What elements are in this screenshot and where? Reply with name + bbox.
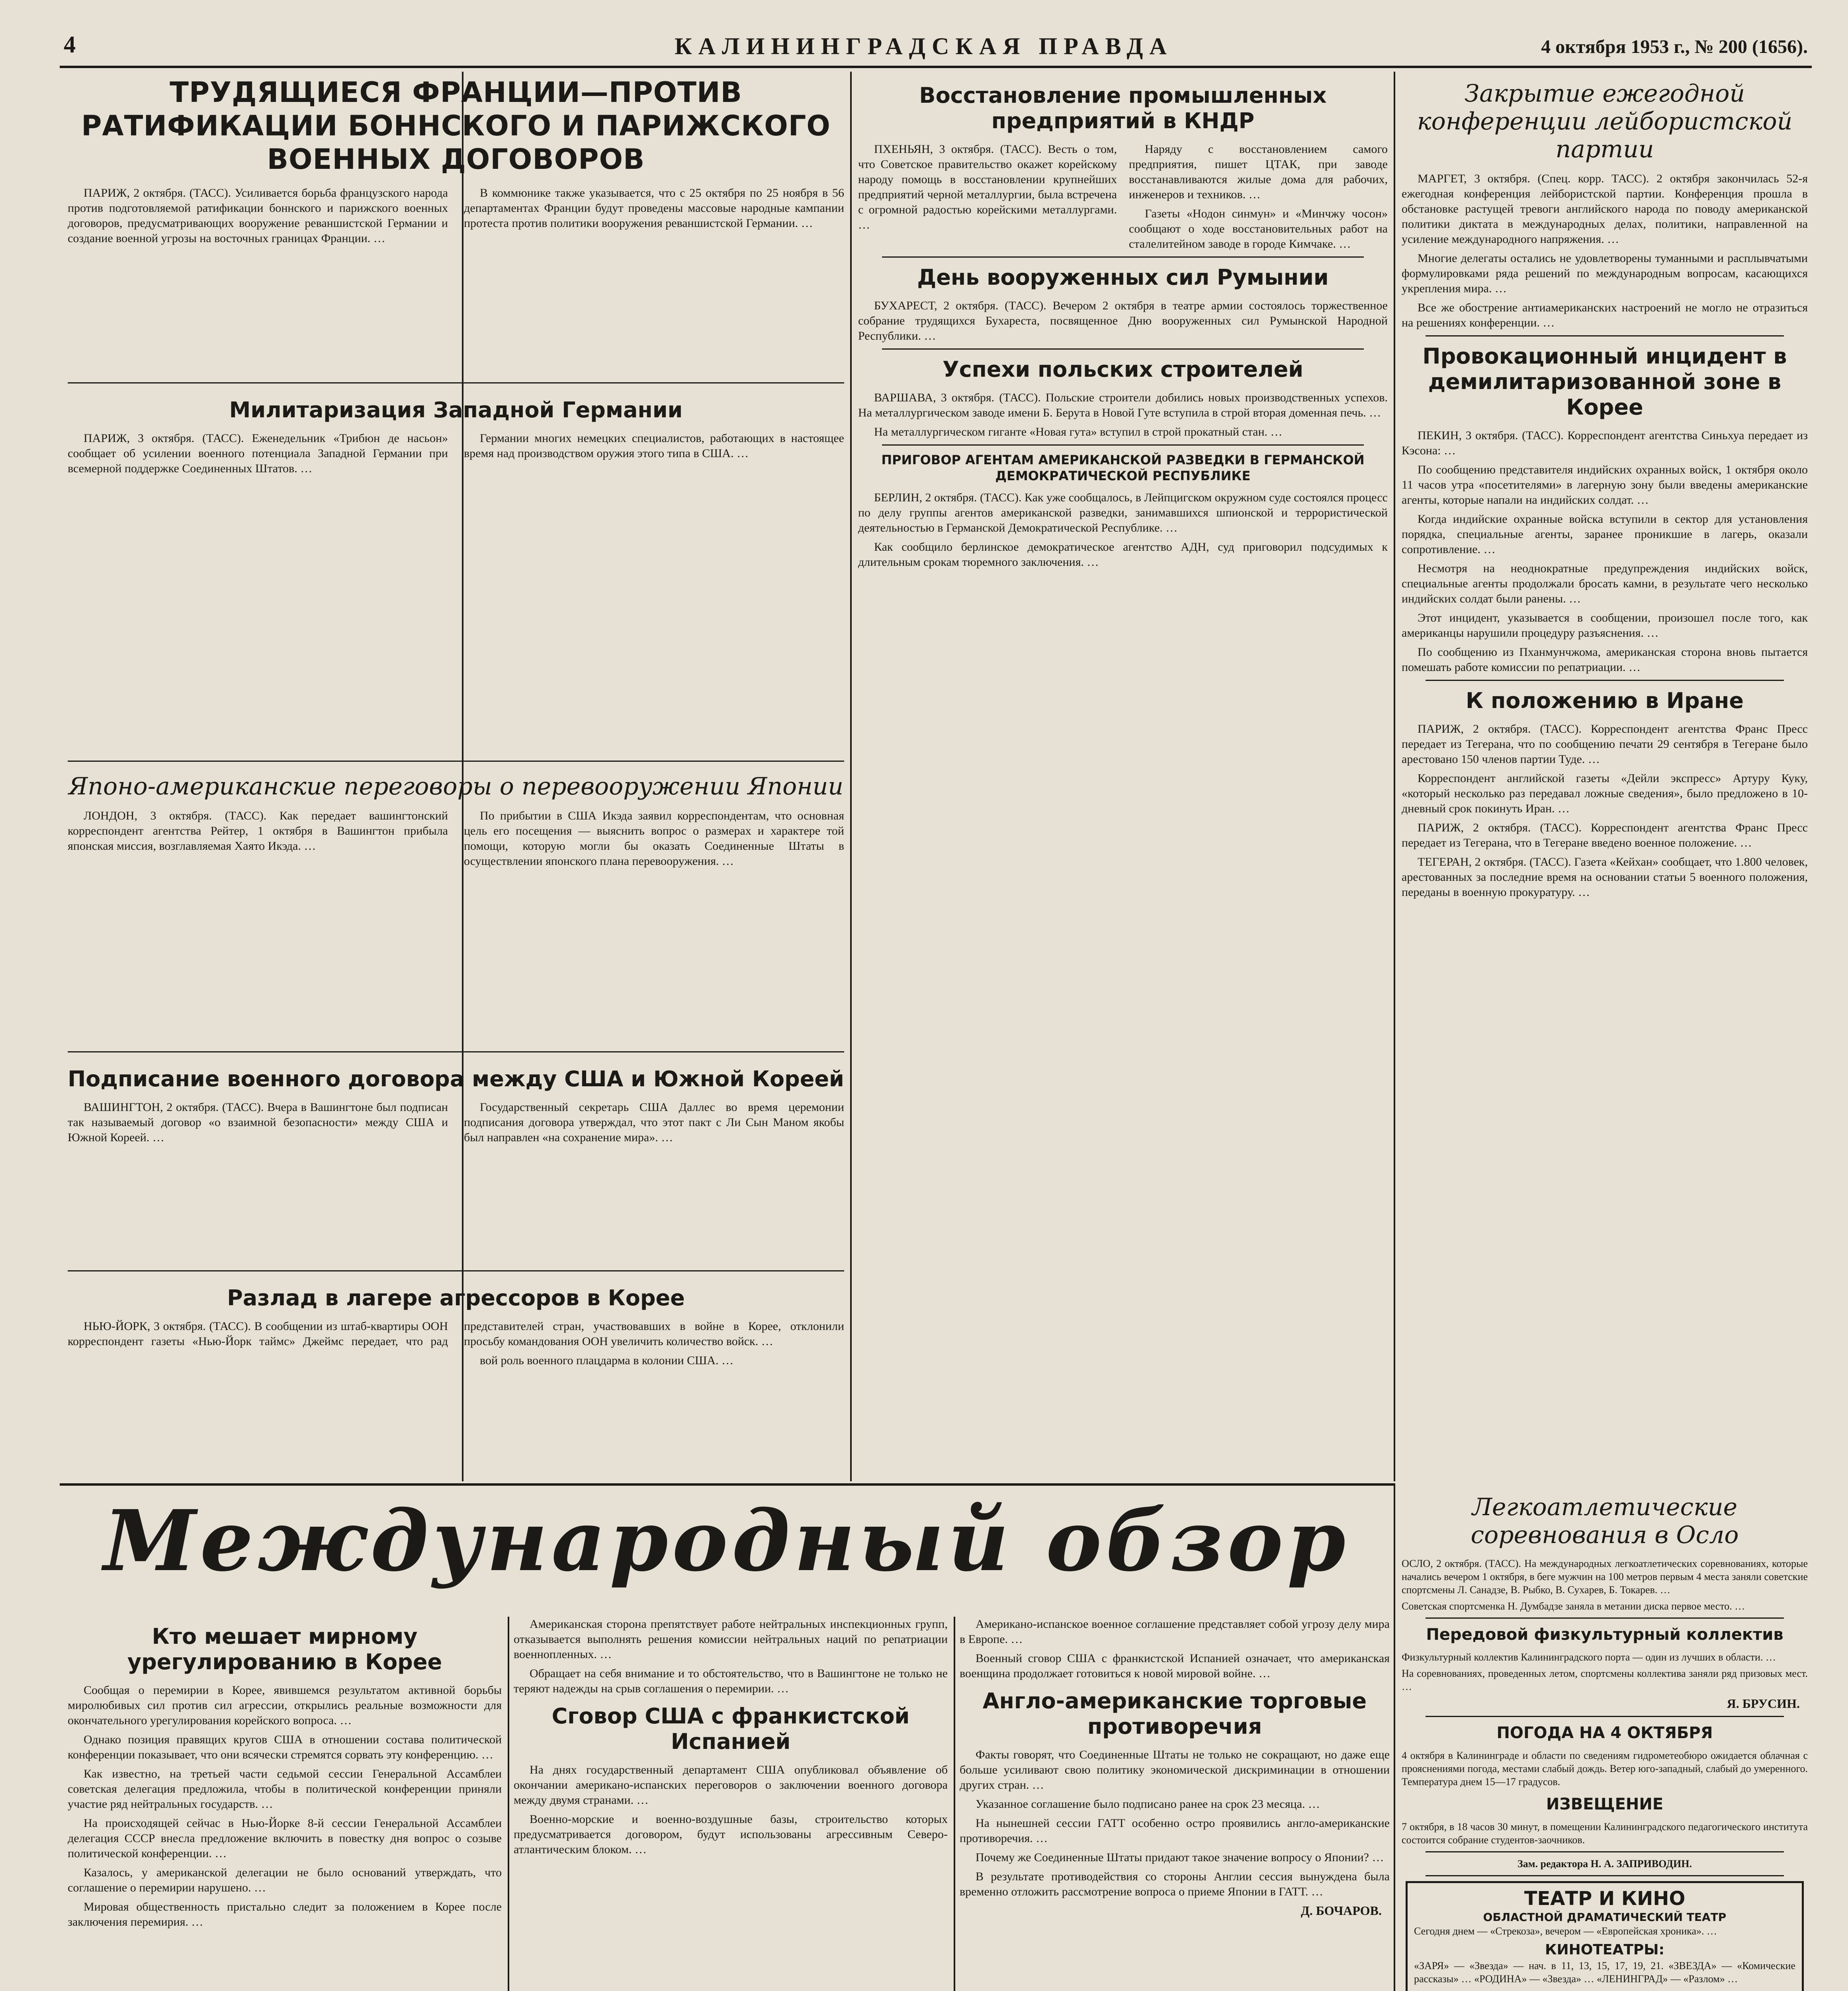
article-text: На металлургическом гиганте «Новая гута» вступил в строй прокатный стан. … — [874, 425, 1283, 438]
article-text: В коммюнике также указывается, что с 25 октября по 25 ноября в 56 департаментах Франции будут проведены массовые народные кампании протеста против политики вооружения реваншистской Германии. … — [464, 186, 844, 230]
article-kndr — [858, 83, 1388, 252]
article-text: На соревнованиях, проведенных летом, спортсмены коллектива заняли ряд призовых мест. … — [1402, 1668, 1808, 1692]
review-text: Американская сторона препятствует работе нейтральных инспекционных групп, отказывается выполнять решения комиссии нейтральных наций по репатриации военнопленных. … — [514, 1617, 948, 1661]
article-germany — [68, 390, 844, 757]
editor-line: Зам. редактора Н. А. ЗАПРИВОДИН. — [1518, 1858, 1692, 1870]
article-text: Когда индийские охранные войска вступили в сектор для установления порядка, специальные агенты, заранее проникшие в лагерь, оказали сопротивление. … — [1402, 512, 1808, 556]
issue-date: 4 октября 1953 г., № 200 (1656). — [1541, 36, 1808, 57]
article-headline: День вооруженных сил Румынии — [917, 265, 1329, 290]
article-text: Газеты «Нодон синмун» и «Минчжу чосон» сообщают о ходе восстановительных работ на сталелитейном заводе в городе Кимчаке. … — [1129, 207, 1388, 250]
notice-headline: ИЗВЕЩЕНИЕ — [1546, 1795, 1664, 1813]
review-text: Обращает на себя внимание и то обстоятельство, что в Вашингтоне не только не теряют надежды на срыв соглашения о перемирии. … — [514, 1667, 948, 1695]
review-text: Казалось, у американской делегации не было оснований утверждать, что соглашение о перемирии нарушено. … — [68, 1866, 502, 1894]
right-column-lower — [1402, 1489, 1808, 1991]
article-headline: К положению в Иране — [1466, 688, 1744, 713]
article-provocation — [1402, 344, 1808, 675]
article-headline: Передовой физкультурный коллектив — [1426, 1625, 1783, 1644]
cinema-text: «ЗАРЯ» — «Звезда» — нач. в 11, 13, 15, 17, 19, 21. «ЗВЕЗДА» — «Комические рассказы» … «РОДИНА» — «Звезда» … «ЛЕНИНГРАД» — «Разлом» … — [1414, 1960, 1795, 1985]
article-text: МАРГЕТ, 3 октября. (Спец. корр. ТАСС). 2 октября закончилась 52-я ежегодная конференция лейбористской партии. Конференция прошла в обстановке растущей тревоги английского народа по поводу американской политики диктата в международных делах, политики, направленной на усиление международного напряжения. … — [1402, 172, 1808, 246]
review-text: Как известно, на третьей части седьмой сессии Генеральной Ассамблеи советская делегация предложила, чтобы в политической конференции приняли участие ряд нейтральных государств. … — [68, 1767, 502, 1811]
review-text: На днях государственный департамент США опубликовал объявление об окончании американо-испанских переговоров о заключении военного договора между двумя странами. … — [514, 1763, 948, 1807]
article-headline: Восстановление промышленных предприятий в КНДР — [919, 83, 1327, 133]
cinema-title: КИНОТЕАТРЫ: — [1545, 1942, 1664, 1958]
review-col-2 — [514, 1617, 948, 1991]
review-section-headline: Англо-американские торговые противоречия — [982, 1688, 1367, 1739]
article-text: ВАШИНГТОН, 2 октября. (ТАСС). Вчера в Вашингтоне был подписан так называемый договор «о взаимной безопасности» между США и Южной Кореей. … — [68, 1101, 448, 1144]
article-headline: Подписание военного договора между США и Южной Кореей — [68, 1066, 844, 1091]
article-text: По сообщению представителя индийских охранных войск, 1 октября около 11 часов утра «посетителями» в лагерную зону были введены американские агенты, которые напали на индийских солдат. … — [1402, 463, 1808, 507]
article-labour — [1402, 80, 1808, 331]
review-section-headline: Кто мешает мирному урегулированию в Корее — [127, 1624, 442, 1674]
article-romania — [858, 265, 1388, 344]
review-text: Военный сговор США с франкистской Испанией означает, что американская военщина продолжает готовиться к новой мировой войне. … — [960, 1652, 1390, 1680]
review-text: Военно-морские и военно-воздушные базы, строительство которых предусматривается договором, будут использованы агрессивным Северо-атлантическим блоком. … — [514, 1813, 948, 1856]
review-text: Американо-испанское военное соглашение представляет собой угрозу делу мира в Европе. … — [960, 1617, 1390, 1646]
article-headline: Милитаризация Западной Германии — [229, 397, 683, 422]
article-text: Как сообщило берлинское демократическое агентство АДН, суд приговорил подсудимых к длительным срокам тюремного заключения. … — [858, 540, 1388, 569]
article-text: БУХАРЕСТ, 2 октября. (ТАСС). Вечером 2 октября в театре армии состоялось торжественное собрание трудящихся Бухареста, посвященное Дню вооруженных сил Румынской Народной Республики. … — [858, 299, 1388, 342]
article-signature: Я. БРУСИН. — [1727, 1696, 1800, 1711]
article-text: вой роль военного плацдарма в колонии США. … — [480, 1354, 734, 1367]
review-text: Почему же Соединенные Штаты придают такое значение вопросу о Японии? … — [976, 1851, 1384, 1864]
article-headline: ПРИГОВОР АГЕНТАМ АМЕРИКАНСКОЙ РАЗВЕДКИ В ГЕРМАНСКОЙ ДЕМОКРАТИЧЕСКОЙ РЕСПУБЛИКЕ — [881, 452, 1365, 483]
review-section-headline: Сговор США с франкистской Испанией — [551, 1703, 910, 1754]
article-text: Физкультурный коллектив Калининградского порта — один из лучших в области. … — [1402, 1651, 1776, 1663]
article-headline: Провокационный инцидент в демилитаризованной зоне в Корее — [1422, 344, 1787, 420]
review-top-rule — [60, 1483, 1394, 1486]
article-japan — [68, 769, 844, 1047]
review-text: Однако позиция правящих кругов США в отношении состава политической конференции показывает, что они всячески стремятся сорвать эту конференцию. … — [68, 1733, 502, 1761]
article-text: По сообщению из Пханмунчжома, американская сторона вновь пытается помешать работе комиссии по репатриации. … — [1402, 645, 1808, 674]
weather-headline: ПОГОДА НА 4 ОКТЯБРЯ — [1496, 1724, 1713, 1742]
article-text: ВАРШАВА, 3 октября. (ТАСС). Польские строители добились новых производственных успехов. На металлургическом заводе имени Б. Берута в Новой Гуте вступила в строй вторая доменная печь. … — [858, 391, 1388, 419]
theatre-subtitle: ОБЛАСТНОЙ ДРАМАТИЧЕСКИЙ ТЕАТР — [1483, 1911, 1727, 1924]
theatre-ad — [1406, 1881, 1804, 1991]
paper-title: КАЛИНИНГРАДСКАЯ ПРАВДА — [675, 33, 1173, 59]
article-headline: ТРУДЯЩИЕСЯ ФРАНЦИИ—ПРОТИВ РАТИФИКАЦИИ БОННСКОГО И ПАРИЖСКОГО ВОЕННЫХ ДОГОВОРОВ — [81, 76, 831, 176]
article-collective — [1402, 1625, 1808, 1711]
column-rule — [1394, 72, 1395, 1481]
weather-text: 4 октября в Калининграде и области по сведениям гидрометеобюро ожидается облачная с прояснениями погода, местами слабый дождь. Ветер юго-западный, слабый до умеренного. Температура днем 15—17 градусов. — [1402, 1750, 1808, 1788]
article-text: ПАРИЖ, 2 октября. (ТАСС). Корреспондент агентства Франс Пресс передает из Тегерана, что по сообщению печати 29 сентября в Тегеране было арестовано 150 членов партии Туде. … — [1402, 722, 1808, 766]
column-3 — [1402, 76, 1808, 1481]
review-text: Мировая общественность пристально следит за положением в Корее после заключения перемирия. … — [68, 1900, 502, 1928]
article-text: По прибытии в США Икэда заявил корреспондентам, что основная цель его посещения — выяснить вопрос о размерах и характере той помощи, которую могли бы оказать Соединенные Штаты в осуществлении японского плана перевооружения. … — [464, 809, 844, 868]
article-korea-treaty — [68, 1059, 844, 1266]
article-text: ПАРИЖ, 3 октября. (ТАСС). Еженедельник «Трибюн де насьон» сообщает об усилении военного потенциала Западной Германии при всемерной поддержке Соединенных Штатов. … — [68, 432, 448, 475]
page-number: 4 — [64, 31, 76, 58]
article-text: ПХЕНЬЯН, 3 октября. (ТАСС). Весть о том, что Советское правительство окажет корейскому народу помощь в восстановлении крупнейших предприятий черной металлургии, была встречена с огромной радостью корейскими металлургами. … — [858, 143, 1117, 231]
article-korea-aggressors — [68, 1278, 844, 1477]
review-col-1 — [68, 1617, 502, 1991]
article-text: ПЕКИН, 3 октября. (ТАСС). Корреспондент агентства Синьхуа передает из Кэсона: … — [1402, 429, 1808, 457]
masthead-rule — [60, 66, 1812, 68]
review-header — [68, 1489, 1390, 1609]
review-text: Указанное соглашение было подписано ранее на срок 23 месяца. … — [976, 1797, 1320, 1811]
article-headline: Успехи польских строителей — [942, 357, 1304, 382]
article-gdr — [858, 452, 1388, 570]
notice-text: 7 октября, в 18 часов 30 минут, в помещении Калининградского педагогического института состоится собрание студентов-заочников. — [1402, 1821, 1808, 1846]
review-text: На происходящей сейчас в Нью-Йорке 8-й сессии Генеральной Ассамблеи делегация СССР внесла предложение включить в повестку дня вопрос о созыве политической конференции. … — [68, 1817, 502, 1860]
article-headline: Закрытие ежегодной конференции лейбористской партии — [1417, 80, 1793, 163]
review-text: Факты говорят, что Соединенные Штаты не только не сокращают, но даже еще больше усиливают свою политику экономической дискриминации в отношении других стран. … — [960, 1748, 1390, 1792]
article-text: БЕРЛИН, 2 октября. (ТАСС). Как уже сообщалось, в Лейпцигском окружном суде состоялся процесс по делу группы агентов американской разведки, занимавшихся шпионской и террористической деятельностью в Германской Демократической Республике. … — [858, 491, 1388, 534]
article-text: НЬЮ-ЙОРК, 3 октября. (ТАСС). В сообщении из штаб-квартиры ООН корреспондент газеты «Нью-Йорк таймс» Джеймс передает, что рад представителей стран, участвовавших в войне в Корее, отклонили просьбу командования ООН увеличить количество войск. … — [68, 1320, 844, 1348]
article-poland — [858, 357, 1388, 440]
article-text: Корреспондент английской газеты «Дейли экспресс» Артуру Куку, «который несколько раз передавал ложные сведения», было предложено в 10-дневный срок покинуть Иран. … — [1402, 772, 1808, 815]
article-text: ПАРИЖ, 2 октября. (ТАСС). Корреспондент агентства Франс Пресс передает из Тегерана, что в Тегеране введено военное положение. … — [1402, 821, 1808, 849]
article-text: Германии многих немецких специалистов, работающих в настоящее время над производством оружия этого типа в США. … — [464, 432, 844, 460]
theatre-text: Сегодня днем — «Стрекоза», вечером — «Европейская хроника». … — [1414, 1925, 1717, 1937]
review-text: На нынешней сессии ГАТТ особенно остро проявились англо-американские противоречия. … — [960, 1817, 1390, 1845]
article-text: ТЕГЕРАН, 2 октября. (ТАСС). Газета «Кейхан» сообщает, что 1.800 человек, арестованных за последние время на основании статьи 5 военного положения, переданы в военную прокуратуру. … — [1402, 855, 1808, 899]
review-signature: Д. БОЧАРОВ. — [1300, 1903, 1382, 1918]
article-text: Советская спортсменка Н. Думбадзе заняла в метании диска первое место. … — [1402, 1600, 1745, 1612]
article-iran — [1402, 688, 1808, 900]
review-text: В результате противодействия со стороны Англии сессия вынуждена была временно отложить рассмотрение вопроса о приеме Японии в ГАТТ. … — [960, 1870, 1390, 1898]
article-text: ЛОНДОН, 3 октября. (ТАСС). Как передает вашингтонский корреспондент агентства Рейтер, 1 октября в Вашингтон прибыла японская миссия, возглавляемая Хаято Икэда. … — [68, 809, 448, 853]
article-text: Наряду с восстановлением самого предприятия, пишет ЦТАК, при заводе восстанавливаются жилые дома для рабочих, инженеров и техников. … — [1129, 143, 1388, 201]
column-2 — [858, 76, 1388, 1481]
article-text: Все же обострение антиамериканских настроений не могло не отразиться на решениях конференции. … — [1402, 301, 1808, 329]
article-headline: Легкоатлетические соревнования в Осло — [1471, 1493, 1739, 1549]
theatre-title: ТЕАТР И КИНО — [1524, 1887, 1686, 1910]
review-col-3 — [960, 1617, 1390, 1991]
review-text: Сообщая о перемирии в Корее, явившемся результатом активной борьбы миролюбивых сил против сил агрессии, открылись реальные возможности для окончательного урегулирования корейского вопроса. … — [68, 1684, 502, 1727]
article-text: Несмотря на неоднократные предупреждения индийских войск, специальные агенты продолжали бросать камни, в результате чего несколько индийских солдат были ранены. … — [1402, 562, 1808, 605]
article-text: ОСЛО, 2 октября. (ТАСС). На международных легкоатлетических соревнованиях, которые начались вечером 1 октября, в беге мужчин на 100 метров первым 4 места заняли советские спортсмены Л. Санадзе, В. Рыбко, В. Сухарев, Б. Токарев. … — [1402, 1558, 1808, 1596]
article-text: ПАРИЖ, 2 октября. (ТАСС). Усиливается борьба французского народа против подготовляемой ратификации боннского и парижского военных договоров, предусматривающих вооружение реваншистской Германии и создание военной угрозы на восточных границах Франции. … — [68, 186, 448, 245]
column-rule — [850, 72, 852, 1481]
article-headline: Разлад в лагере агрессоров в Корее — [227, 1285, 685, 1310]
review-title: Международный обзор — [104, 1492, 1350, 1590]
article-text: Государственный секретарь США Даллес во время церемонии подписания договора утверждал, что этот пакт с Ли Сын Маном якобы был направлен «на сохранение мира». … — [464, 1101, 844, 1144]
article-france — [68, 76, 844, 378]
article-athletics — [1402, 1493, 1808, 1613]
article-headline: Японо-американские переговоры о перевооружении Японии — [68, 773, 844, 800]
article-text: Этот инцидент, указывается в сообщении, произошел после того, как американцы нарушили процедуру разъяснения. … — [1402, 611, 1808, 640]
article-text: Многие делегаты остались не удовлетворены туманными и расплывчатыми формулировками ряда решений по международным вопросам, касающихся укрепления мира. … — [1402, 252, 1808, 295]
